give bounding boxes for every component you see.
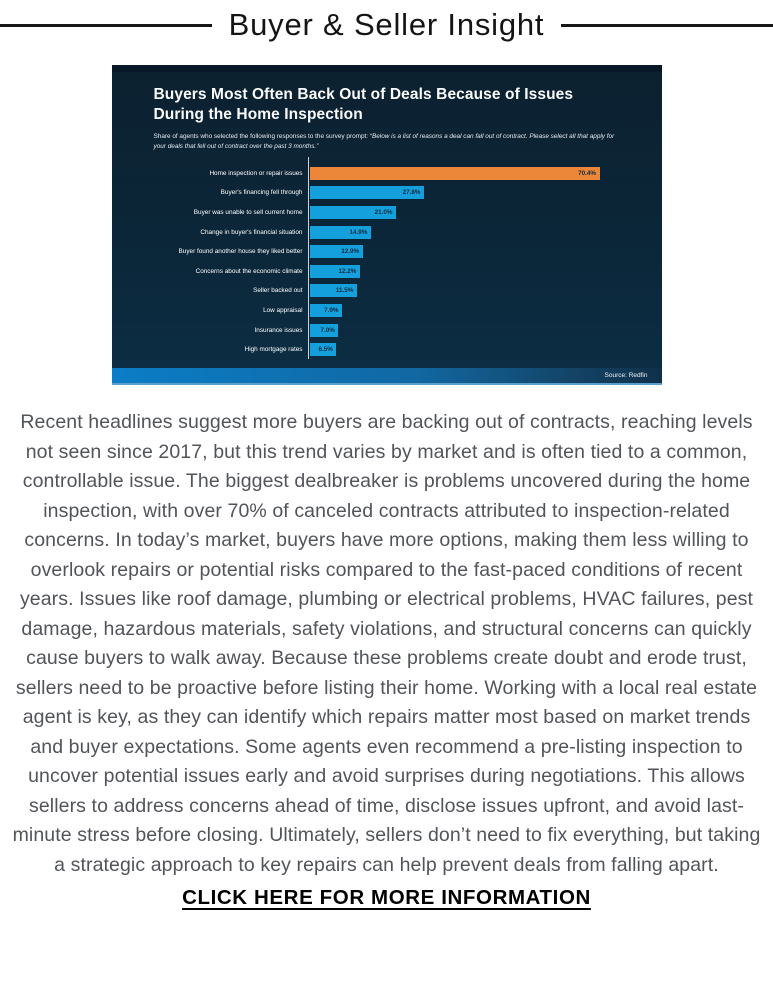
page-title: Buyer & Seller Insight — [228, 7, 545, 42]
bar-label: Buyer's financing fell through — [220, 189, 303, 197]
bar-value-label: 14.9% — [349, 228, 368, 236]
bar-label: Concerns about the economic climate — [195, 267, 303, 275]
bar-label: Buyer was unable to sell current home — [193, 208, 303, 216]
chart-source: Source: Redfin — [604, 372, 648, 380]
bar-row — [112, 222, 662, 242]
bar-row — [112, 261, 662, 281]
bar-row — [112, 301, 662, 321]
bar-value-label: 7.9% — [324, 306, 339, 314]
bar-row — [112, 340, 662, 360]
bar-value-label: 7.0% — [320, 326, 335, 334]
bar — [310, 304, 343, 317]
bar-row — [112, 203, 662, 223]
bar — [310, 167, 600, 180]
masthead — [0, 0, 773, 48]
bar-value-label: 6.5% — [318, 346, 333, 354]
bar — [310, 226, 371, 239]
bar — [310, 265, 360, 278]
bar-track — [309, 265, 662, 278]
more-info-link[interactable]: CLICK HERE FOR MORE INFORMATION — [182, 886, 591, 910]
masthead-rule-left — [0, 24, 212, 27]
bar-track — [309, 245, 662, 258]
bar-row — [112, 242, 662, 262]
bar — [310, 206, 397, 219]
bar-value-label: 12.9% — [341, 248, 360, 256]
bar-row — [112, 183, 662, 203]
bar-label: Home inspection or repair issues — [209, 169, 303, 177]
chart-subtitle-quote: “Below is a list of reasons a deal can fall out of contract. Please select all that apply for your deals that fell out of contract over the past 3 months.” — [153, 133, 615, 150]
masthead-rule-right — [561, 24, 773, 27]
bar — [310, 343, 337, 356]
bar-track — [309, 324, 662, 337]
bar — [310, 245, 363, 258]
bar-label: Buyer found another house they liked better — [178, 248, 303, 256]
bar-value-label: 27.8% — [402, 189, 421, 197]
inspection-chart — [112, 65, 662, 385]
chart-top-strip — [112, 65, 662, 72]
bar-chart — [112, 164, 662, 360]
bar-row — [112, 281, 662, 301]
chart-plot-area — [112, 72, 662, 368]
bar — [310, 186, 425, 199]
bar-value-label: 11.5% — [335, 287, 354, 295]
bar-label: Low appraisal — [263, 306, 303, 314]
bar-row — [112, 164, 662, 184]
bar-track — [309, 186, 662, 199]
bar — [310, 324, 339, 337]
bar-track — [309, 304, 662, 317]
bar-track — [309, 284, 662, 297]
bar-value-label: 21.0% — [374, 208, 393, 216]
bar-label: Seller backed out — [253, 287, 303, 295]
bar-track — [309, 167, 662, 180]
bar-track — [309, 226, 662, 239]
article-paragraph: Recent headlines suggest more buyers are backing out of contracts, reaching levels not seen since 2017, but this trend varies by market and is often tied to a common, controllable issue. The biggest dealbreaker is problems uncovered during the home inspection, with over 70% of canceled contracts attributed to inspection-related concerns. In today’s market, buyers have more options, making them less willing to overlook repairs or potential risks compared to the fast-paced conditions of recent years. Issues like roof damage, plumbing or electrical problems, HVAC failures, pest damage, hazardous materials, safety violations, and structural concerns can quickly cause buyers to walk away. Because these problems create doubt and erode trust, sellers need to be proactive before listing their home. Working with a local real estate agent is key, as they can identify which repairs matter most based on market trends and buyer expectations. Some agents even recommend a pre-listing inspection to uncover potential issues early and avoid surprises during negotiations. This allows sellers to address concerns ahead of time, disclose issues upfront, and avoid last-minute stress before closing. Ultimately, sellers don’t need to fix everything, but taking a strategic approach to key repairs can help prevent deals from falling apart. — [12, 411, 761, 876]
chart-footer — [112, 368, 662, 385]
bar-track — [309, 206, 662, 219]
bar-value-label: 12.2% — [338, 267, 357, 275]
bar — [310, 284, 357, 297]
bar-value-label: 70.4% — [578, 169, 596, 177]
bar-track — [309, 343, 662, 356]
chart-title: Buyers Most Often Back Out of Deals Because of Issues During the Home Inspection — [153, 86, 574, 124]
bar-row — [112, 320, 662, 340]
chart-subtitle — [154, 132, 622, 151]
bar-label: Change in buyer's financial situation — [200, 228, 303, 236]
bar-label: High mortgage rates — [244, 346, 303, 354]
chart-subtitle-prefix: Share of agents who selected the following responses to the survey prompt: — [153, 133, 370, 141]
bar-label: Insurance issues — [254, 326, 303, 334]
